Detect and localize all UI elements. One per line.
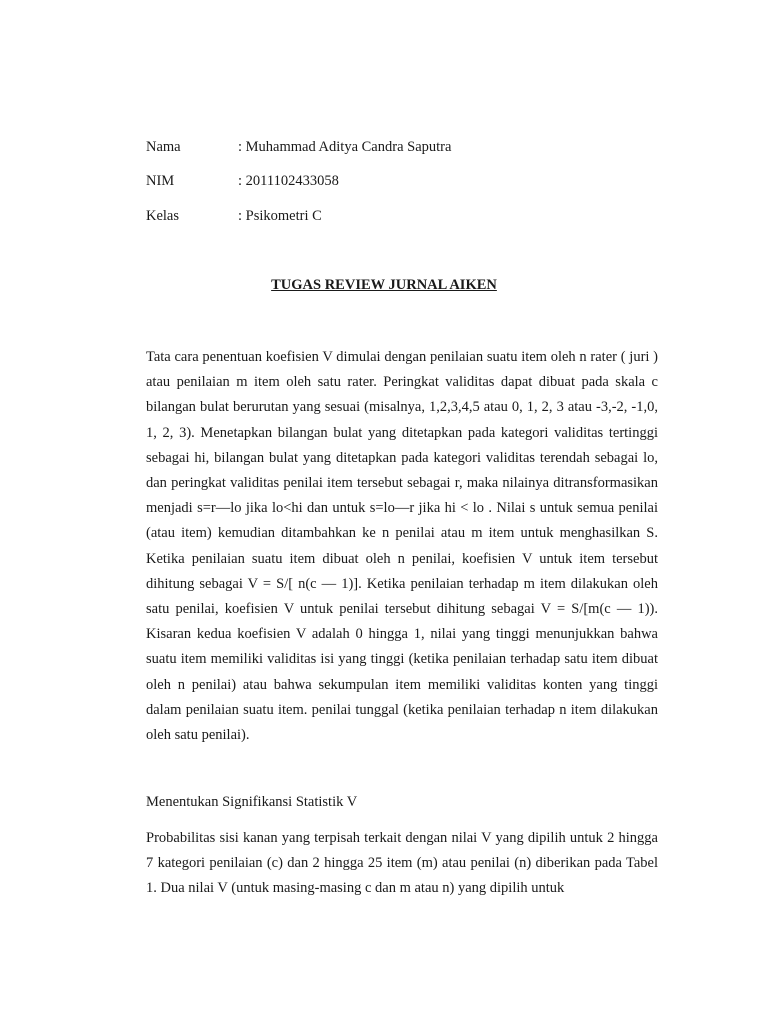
document-title: TUGAS REVIEW JURNAL AIKEN [271,277,497,293]
class-value: : Psikometri C [238,208,322,224]
class-row [146,207,322,225]
nim-value: : 2011102433058 [238,173,339,189]
nim-row [146,172,339,190]
paragraph-significance: Probabilitas sisi kanan yang terpisah terkait dengan nilai V yang dipilih untuk 2 hingga 7 kategori penilaian (c) dan 2 hingga 25 item (m) atau penilai (n) diberikan pada Tabel 1. Dua nilai V (untuk masing-masing c dan m atau n) yang dipilih untuk [146,830,658,897]
class-label: Kelas [146,208,180,224]
section-heading: Menentukan Signifikansi Statistik V [146,794,358,810]
nim-label: NIM [146,173,175,189]
name-row [146,138,451,156]
name-label: Nama [146,139,181,155]
paragraph-aiken-procedure: Tata cara penentuan koefisien V dimulai dengan penilaian suatu item oleh n rater ( juri ) atau penilaian m item oleh satu rater. Peringkat validitas dapat dibuat pada skala c bilangan bulat berurutan yang sesuai (misalnya, 1,2,3,4,5 atau 0, 1, 2, 3 atau -3,-2, -1,0, 1, 2, 3). Menetapkan bilangan bulat yang ditetapkan pada kategori validitas tertinggi sebagai hi, bilangan bulat yang ditetapkan pada kategori validitas terendah sebagai lo, dan peringkat validitas penilai item tersebut sebagai r, maka nilainya ditransformasikan menjadi s=r—lo jika lo<hi dan untuk s=lo—r jika hi < lo . Nilai s untuk semua penilai (atau item) kemudian ditambahkan ke n penilai atau m item untuk menghasilkan S. Ketika penilaian suatu item dibuat oleh n penilai, koefisien V untuk item tersebut dihitung sebagai V = S/[ n(c — 1)]. Ketika penilaian terhadap m item dilakukan oleh satu penilai, koefisien V untuk penilai tersebut dihitung sebagai V = S/[m(c — 1)). Kisaran kedua koefisien V adalah 0 hingga 1, nilai yang tinggi menunjukkan bahwa suatu item memiliki validitas isi yang tinggi (ketika penilaian terhadap satu item dibuat oleh n penilai) atau bahwa sekumpulan item memiliki validitas konten yang tinggi dalam penilaian suatu item. penilai tunggal (ketika penilaian terhadap n item dilakukan oleh satu penilai). [146,349,658,744]
name-value: : Muhammad Aditya Candra Saputra [238,139,452,155]
